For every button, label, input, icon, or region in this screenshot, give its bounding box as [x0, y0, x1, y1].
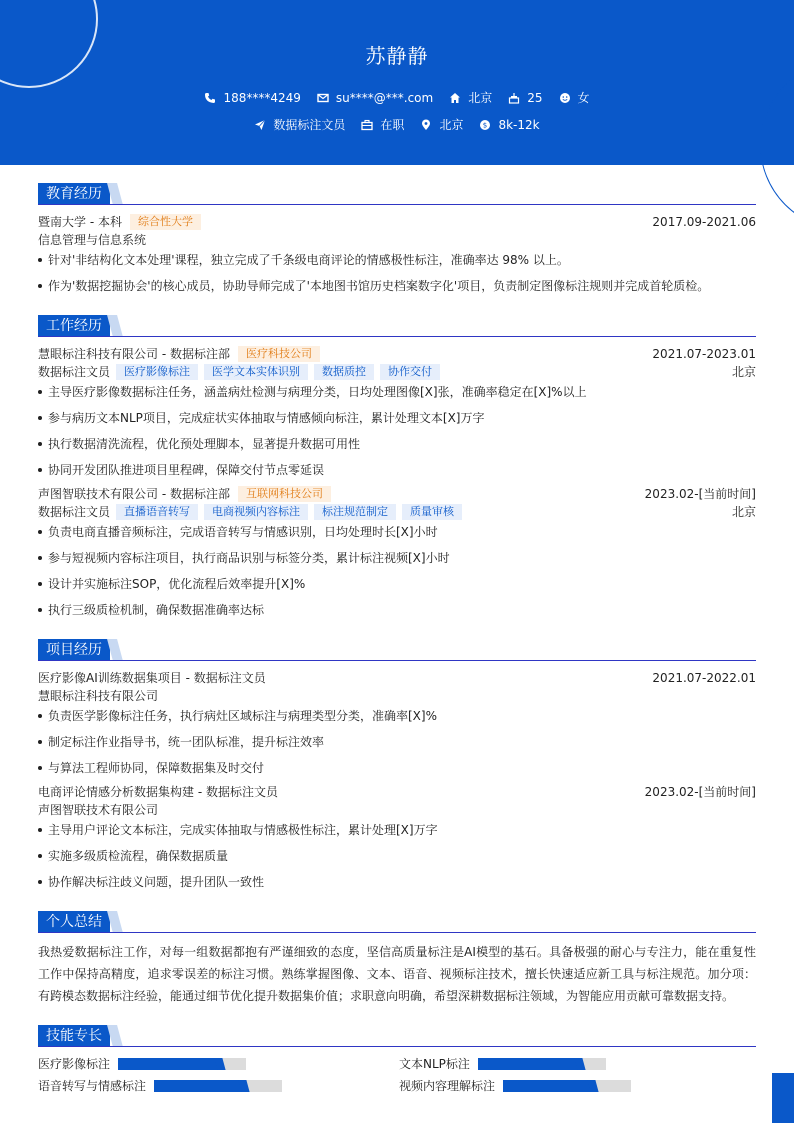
section-divider [38, 932, 756, 933]
list-item: 主导医疗影像数据标注任务，涵盖病灶检测与病理分类，日均处理图像[X]张，准确率稳定在[X]%以上 [38, 384, 756, 400]
section-projects [38, 639, 756, 661]
work-role-row [38, 364, 756, 380]
project-dates: 2021.07-2022.01 [652, 671, 756, 685]
skill-level-bar [503, 1080, 631, 1092]
skill-level-bar [118, 1058, 246, 1070]
project-company-row [38, 802, 756, 818]
list-item: 实施多级质检流程，确保数据质量 [38, 848, 756, 864]
list-item: 参与短视频内容标注项目，执行商品识别与标签分类，累计标注视频[X]小时 [38, 550, 756, 566]
skill-level-bar [478, 1058, 606, 1070]
phone-icon [204, 92, 216, 104]
contact-row [0, 89, 794, 106]
home-item [449, 89, 492, 106]
project-company-row [38, 688, 756, 704]
section-divider [38, 204, 756, 205]
age-text: 25 [527, 90, 543, 105]
candidate-name: 苏静静 [365, 44, 429, 68]
skill-level-fill [503, 1080, 593, 1092]
skill-item [399, 1079, 631, 1093]
education-major-row [38, 232, 756, 248]
skill-item [399, 1057, 606, 1071]
target-city-text: 北京 [439, 118, 464, 132]
phone-item [204, 91, 300, 105]
target-position-item [254, 116, 345, 133]
briefcase-icon [361, 119, 373, 131]
section-title: 个人总结 [38, 911, 110, 933]
section-title: 项目经历 [38, 639, 110, 661]
home-city-text: 北京 [468, 91, 493, 105]
section-work [38, 315, 756, 337]
gender-text: 女 [577, 91, 590, 105]
list-item: 制定标注作业指导书，统一团队标准，提升标注效率 [38, 734, 756, 750]
section-divider [38, 1046, 756, 1047]
education-major: 信息管理与信息系统 [38, 233, 147, 247]
target-city-item [420, 116, 463, 133]
skill-tag: 标注规范制定 [314, 504, 396, 520]
skill-level-fill [154, 1080, 244, 1092]
skill-tag: 医疗影像标注 [116, 364, 198, 380]
list-item: 执行三级质检机制，确保数据准确率达标 [38, 602, 756, 618]
list-item: 参与病历文本NLP项目，完成症状实体抽取与情感倾向标注，累计处理文本[X]万字 [38, 410, 756, 426]
skill-name: 视频内容理解标注 [399, 1079, 496, 1093]
section-divider [38, 660, 756, 661]
school-degree: 暨南大学 - 本科 [38, 215, 122, 229]
project-company: 声图智联技术有限公司 [38, 803, 159, 817]
skill-level-fill [478, 1058, 580, 1070]
email-text: su****@***.com [335, 90, 434, 105]
list-item: 协同开发团队推进项目里程碑，保障交付节点零延误 [38, 462, 756, 478]
section-title: 教育经历 [38, 183, 110, 205]
resume-header [0, 0, 794, 165]
skill-level-bar [154, 1080, 282, 1092]
work-city: 北京 [731, 365, 756, 379]
skill-item [38, 1057, 246, 1071]
email-item [317, 91, 433, 105]
section-divider [38, 336, 756, 337]
gender-icon [559, 92, 571, 104]
project-header [38, 670, 756, 686]
skill-tag: 直播语音转写 [116, 504, 198, 520]
list-item: 与算法工程师协同，保障数据集及时交付 [38, 760, 756, 776]
list-item: 作为'数据挖掘协会'的核心成员，协助导师完成了'本地图书馆历史档案数字化'项目，负责制定图像标注规则并完成首轮质检。 [38, 278, 756, 294]
home-icon [449, 92, 461, 104]
project-dates: 2023.02-[当前时间] [644, 785, 756, 799]
project-header [38, 784, 756, 800]
work-city: 北京 [731, 505, 756, 519]
skill-item [38, 1079, 282, 1093]
skill-tag: 质量审核 [402, 504, 462, 520]
section-summary [38, 911, 756, 933]
list-item: 针对'非结构化文本处理'课程，独立完成了千条级电商评论的情感极性标注，准确率达 98% 以上。 [38, 252, 756, 268]
work-dates: 2021.07-2023.01 [652, 347, 756, 361]
company-tag: 互联网科技公司 [238, 486, 331, 502]
mail-icon [317, 92, 329, 104]
gender-item [559, 89, 590, 106]
phone-text: 188****4249 [223, 90, 301, 105]
section-education [38, 183, 756, 205]
list-item: 主导用户评论文本标注，完成实体抽取与情感极性标注，累计处理[X]万字 [38, 822, 756, 838]
school-tag: 综合性大学 [130, 214, 201, 230]
list-item: 负责电商直播音频标注，完成语音转写与情感识别，日均处理时长[X]小时 [38, 524, 756, 540]
project-title: 电商评论情感分析数据集构建 - 数据标注文员 [38, 785, 278, 799]
svg-text:$: $ [483, 121, 488, 130]
salary-item [479, 118, 539, 132]
list-item: 设计并实施标注SOP，优化流程后效率提升[X]% [38, 576, 756, 592]
age-item [508, 91, 542, 105]
skill-level-fill [118, 1058, 220, 1070]
summary-text: 我热爱数据标注工作，对每一组数据都抱有严谨细致的态度，坚信高质量标注是AI模型的基石。具备极强的耐心与专注力，能在重复性工作中保持高精度，追求零误差的标注习惯。熟练掌握图像、文本、语音、视频标注技术，擅长快速适应新工具与标注规范。加分项：有跨模态数据标注经验，能通过细节优化提升数据集价值；求职意向明确，希望深耕数据标注领域，为智能应用贡献可靠数据支持。 [38, 945, 756, 1003]
project-title: 医疗影像AI训练数据集项目 - 数据标注文员 [38, 671, 266, 685]
skill-tag: 医学文本实体识别 [204, 364, 308, 380]
company-tag: 医疗科技公司 [238, 346, 320, 362]
skill-tag: 协作交付 [380, 364, 440, 380]
cake-icon [508, 92, 520, 104]
section-skills [38, 1025, 756, 1047]
education-dates: 2017.09-2021.06 [652, 215, 756, 229]
company-dept: 慧眼标注科技有限公司 - 数据标注部 [38, 347, 230, 361]
salary-text: 8k-12k [498, 117, 540, 132]
work-header [38, 486, 756, 502]
money-icon [479, 119, 491, 131]
work-role-row [38, 504, 756, 520]
list-item: 执行数据清洗流程，优化预处理脚本，显著提升数据可用性 [38, 436, 756, 452]
skill-name: 语音转写与情感标注 [38, 1079, 147, 1093]
project-company: 慧眼标注科技有限公司 [38, 689, 159, 703]
skill-tag: 电商视频内容标注 [204, 504, 308, 520]
work-header [38, 346, 756, 362]
target-position-text: 数据标注文员 [273, 118, 346, 132]
work-role: 数据标注文员 [38, 505, 111, 519]
work-role: 数据标注文员 [38, 365, 111, 379]
status-text: 在职 [380, 118, 405, 132]
job-intent-row [0, 116, 794, 133]
education-header [38, 214, 756, 230]
section-title: 技能专长 [38, 1025, 110, 1047]
send-icon [254, 119, 266, 131]
company-dept: 声图智联技术有限公司 - 数据标注部 [38, 487, 230, 501]
work-dates: 2023.02-[当前时间] [644, 487, 756, 501]
status-item [361, 116, 404, 133]
section-title: 工作经历 [38, 315, 110, 337]
list-item: 负责医学影像标注任务，执行病灶区域标注与病理类型分类，准确率[X]% [38, 708, 756, 724]
skill-tag: 数据质控 [314, 364, 374, 380]
list-item: 协作解决标注歧义问题，提升团队一致性 [38, 874, 756, 890]
skill-name: 文本NLP标注 [399, 1057, 470, 1071]
location-icon [420, 119, 432, 131]
skill-name: 医疗影像标注 [38, 1057, 111, 1071]
decorative-corner [772, 1073, 794, 1123]
